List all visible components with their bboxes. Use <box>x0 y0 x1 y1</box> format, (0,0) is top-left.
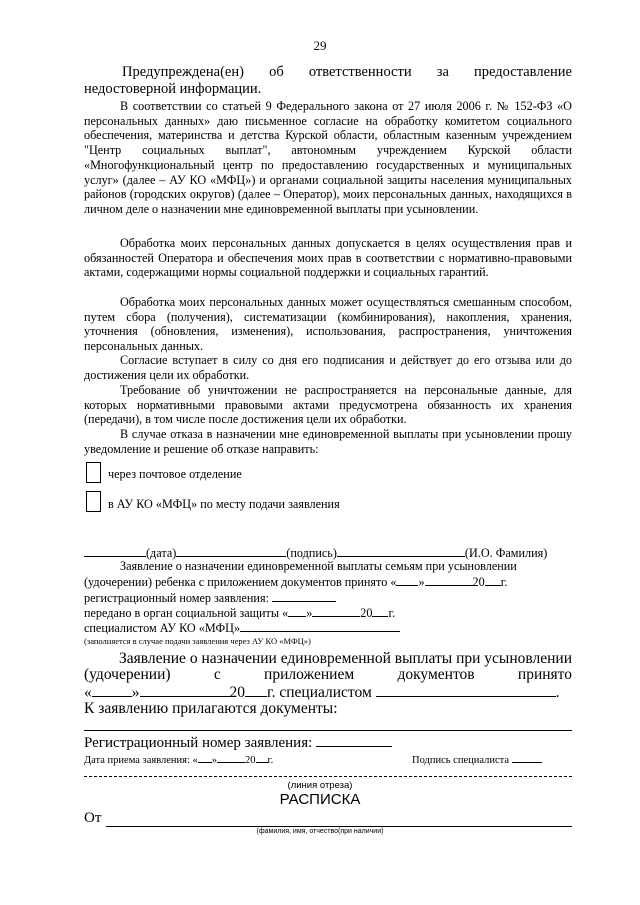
signature-caption: (подпись) <box>286 546 337 560</box>
warning-line-2: недостоверной информации. <box>84 81 262 97</box>
from-label: От <box>84 810 102 826</box>
mfc-option-checkbox[interactable] <box>86 491 101 512</box>
big-word: с <box>213 666 221 683</box>
reg-sign-label: Подпись специалиста <box>412 755 510 766</box>
reg-label: Регистрационный номер заявления: <box>84 735 313 751</box>
postal-option-checkbox[interactable] <box>86 462 101 483</box>
big-year: 20 <box>229 684 245 701</box>
big-line-3: « » 20 г. специалистом . <box>84 684 560 701</box>
documents-line[interactable] <box>84 730 572 731</box>
signature-line[interactable] <box>176 545 286 557</box>
consent-paragraph-2: Обработка моих персональных данных допускается в целях осуществления прав и обязанностей Оператора и обеспечения моих прав в соответствии с нормативно-правовыми актами, содержащими нормы социальной поддержки и социальных гарантий. <box>84 236 572 280</box>
big-quote-open: « <box>84 684 92 701</box>
receipt-g: г. <box>500 575 508 589</box>
reg-date-year: 20 <box>245 755 256 766</box>
big-word: документов <box>397 666 475 683</box>
reg-number-line[interactable] <box>316 733 392 747</box>
date-line[interactable] <box>84 545 146 557</box>
receipt-quote: » <box>418 575 425 589</box>
from-line[interactable] <box>106 826 572 827</box>
reg-sign <box>412 753 542 766</box>
reg-date-line <box>84 753 273 766</box>
from-note: (фамилия, имя, отчество(при наличии) <box>256 828 384 835</box>
transfer-day-line[interactable] <box>288 605 306 617</box>
reg-date-label: Дата приема заявления: « <box>84 755 198 766</box>
receipt-title: РАСПИСКА <box>279 791 361 808</box>
big-year-line[interactable] <box>245 683 267 697</box>
consent-paragraph-3: Обработка моих персональных данных может осуществляться смешанным способом, путем сбора (получения), систематизации (комбинирования), накопления, хранения, уточнения (обновления, изменения), использования, распространения, уничтожения персональных данных. <box>84 295 572 354</box>
big-word: приложением <box>264 666 355 683</box>
receipt-specialist-label: специалистом АУ КО «МФЦ» <box>84 621 241 635</box>
big-day-line[interactable] <box>92 683 132 697</box>
consent-paragraph-1: В соответствии со статьей 9 Федерального закона от 27 июля 2006 г. № 152-ФЗ «О персональных данных» даю письменное согласие на обработку комитетом социального обеспечения, материнства и детства Курской области, областным казенным учреждением "Центр социальных выплат", автономным учреждением Курской области «Многофункциональный центр по предоставлению государственных и муниципальных услуг» (далее – АУ КО «МФЦ») и органами социальной защиты населения муниципальных районов (городских округов) (далее – Оператор), моих персональных данных, находящихся в личном деле о назначении мне единовременной выплаты при усыновлении. <box>84 99 572 216</box>
receipt-line-3 <box>84 590 336 606</box>
warning-line-1 <box>122 64 572 81</box>
warning-word: предоставление <box>474 64 572 80</box>
receipt-reg-label: регистрационный номер заявления: <box>84 591 269 605</box>
consent-paragraph-4: Согласие вступает в силу со дня его подписания и действует до его отзыва или до достижения цели их обработки. <box>84 353 572 382</box>
reg-month-line[interactable] <box>217 753 245 763</box>
warning-word: за <box>436 64 449 80</box>
consent-paragraph-5: Требование об уничтожении не распространяется на персональные данные, для которых нормативными правовыми актами предусмотрена обязанность их хранения (передачи), в том числе после достижения цели их обработки. <box>84 383 572 427</box>
big-specialist-label: г. специалистом <box>267 684 372 701</box>
cut-line <box>84 776 572 777</box>
reg-line <box>84 733 392 752</box>
big-specialist-line[interactable] <box>376 683 556 697</box>
receipt-transfer-label: передано в орган социальной защиты « <box>84 606 289 620</box>
big-word: (удочерении) <box>84 666 171 683</box>
receipt-month-line[interactable] <box>425 574 473 586</box>
receipt-specialist-line[interactable] <box>240 620 400 632</box>
transfer-g: г. <box>388 606 396 620</box>
big-month-line[interactable] <box>140 683 230 697</box>
transfer-quote: » <box>306 606 313 620</box>
reg-year-line[interactable] <box>256 753 268 763</box>
receipt-year: 20 <box>472 575 485 589</box>
date-caption: (дата) <box>146 546 177 560</box>
transfer-month-line[interactable] <box>312 605 360 617</box>
receipt-reg-line[interactable] <box>272 590 336 602</box>
reg-day-line[interactable] <box>198 753 212 763</box>
big-line-2 <box>84 666 572 684</box>
transfer-year-line[interactable] <box>372 605 388 617</box>
postal-option-label: через почтовое отделение <box>108 467 242 481</box>
page-number: 29 <box>313 38 327 53</box>
receipt-accepted-label: (удочерении) ребенка с приложением документов принято « <box>84 575 397 589</box>
receipt-line-1: Заявление о назначении единовременной выплаты семьям при усыновлении <box>120 559 517 573</box>
reg-sign-line[interactable] <box>512 753 542 763</box>
receipt-line-2 <box>84 574 507 590</box>
consent-paragraph-6: В случае отказа в назначении мне единовременной выплаты при усыновлении прошу уведомление и решение об отказе направить: <box>84 427 572 456</box>
big-quote-close: » <box>131 684 140 701</box>
big-line-1: Заявление о назначении единовременной выплаты при усыновлении <box>118 650 572 667</box>
warning-word: Предупреждена(ен) <box>122 64 244 80</box>
reg-date-g: г. <box>267 755 274 766</box>
receipt-line-5 <box>84 620 400 636</box>
cut-label: (линия отреза) <box>287 780 353 791</box>
receipt-day-line[interactable] <box>396 574 418 586</box>
reg-date-quote: » <box>211 755 218 766</box>
name-line[interactable] <box>337 545 465 557</box>
transfer-year: 20 <box>360 606 373 620</box>
receipt-year-line[interactable] <box>485 574 501 586</box>
receipt-line-4 <box>84 605 395 621</box>
big-word: принято <box>517 666 572 683</box>
mfc-option-label: в АУ КО «МФЦ» по месту подачи заявления <box>108 497 340 511</box>
warning-word: об <box>269 64 284 80</box>
receipt-note: (заполняется в случае подачи заявления через АУ КО «МФЦ») <box>84 636 311 646</box>
warning-word: ответственности <box>308 64 412 80</box>
big-line-4: К заявлению прилагаются документы: <box>84 700 338 717</box>
name-caption: (И.О. Фамилия) <box>464 546 548 560</box>
